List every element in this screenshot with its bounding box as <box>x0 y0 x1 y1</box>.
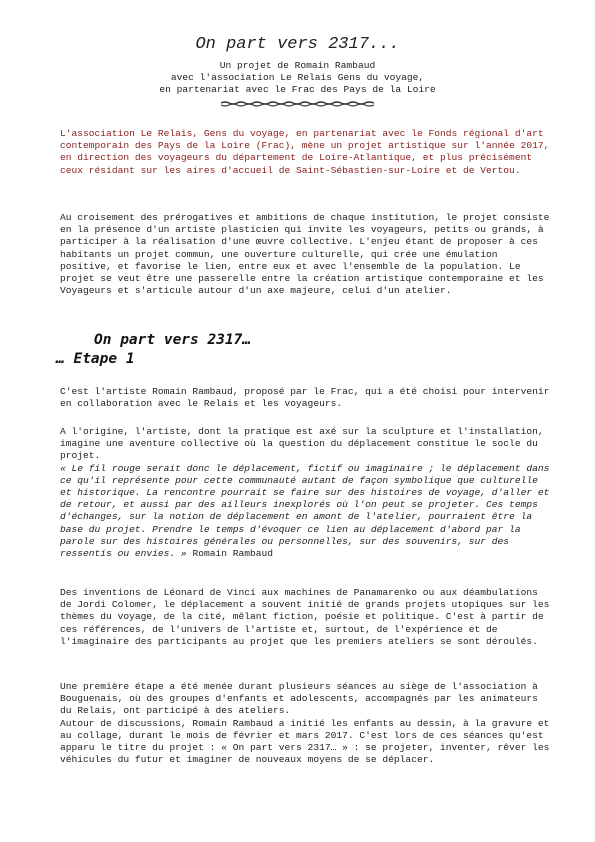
origin-paragraph <box>60 426 550 560</box>
scribble-underline-decoration <box>221 101 374 107</box>
subtitle-block <box>0 60 595 96</box>
origin-intro: A l'origine, l'artiste, dont la pratique est axé sur la sculpture et l'installation, imagine une aventure collective où la question du déplacement constitue le socle du projet. <box>60 426 544 462</box>
page-title: On part vers 2317... <box>195 35 400 54</box>
section-heading <box>56 331 251 369</box>
artist-paragraph: C'est l'artiste Romain Rambaud, proposé par le Frac, qui a été choisi pour intervenir en collaboration avec le Relais et les voyageurs. <box>60 386 550 410</box>
section-heading-line1: On part vers 2317… <box>94 332 252 348</box>
references-paragraph: Des inventions de Léonard de Vinci aux machines de Panamarenko ou aux déambulations de Jordi Colomer, le déplacement a souvent initié de grands projets utopiques sur les thèmes du voyage, de la cité, mêlant fiction, poésie et politique. C'est à partir de ces références, de l'univers de l'artiste et, surtout, de l'expérience et de l'imaginaire des participants au projet que les premiers ateliers se sont déroulés. <box>60 587 550 647</box>
quote-paragraph <box>60 463 550 561</box>
intro-paragraph: L'association Le Relais, Gens du voyage, en partenariat avec le Fonds régional d'art contemporain des Pays de la Loire (Frac), mène un projet artistique sur l'année 2017, en direction des voyageurs du département de Loire-Atlantique, et plus précisément ceux résidant sur les aires d'accueil de Saint-Sébastien-sur-Loire et de Vertou. <box>60 128 550 176</box>
first-step-paragraph <box>60 681 550 766</box>
subtitle-line: avec l'association Le Relais Gens du voyage, <box>170 72 425 83</box>
section-heading-line2: … Etape 1 <box>56 351 135 367</box>
first-step-workshops: Autour de discussions, Romain Rambaud a initié les enfants au dessin, à la gravure et au collage, durant le mois de février et mars 2017. C'est lors de ces séances qu'est apparu le titre du projet : « On part vers 2317… » : se projeter, inventer, rêver les véhicules du futur et imaginer de nouveaux moyens de se déplacer. <box>60 717 550 766</box>
artist-quote: « Le fil rouge serait donc le déplacement, fictif ou imaginaire ; le déplacement dans ce qu'il représente pour cette communauté autant de façon symbolique que culturelle et historique. La rencontre pourrait se faire sur des histoires de voyage, d'aller et de retour, et aussi par des ailleurs inexplorés où l'on peut se projeter. Ces temps d'échanges, sur la notion de déplacement en amont de l'atelier, pourraient être la base du projet. Prendre le temps d'évoquer ce lien au déplacement d'abord par la parole sur des histoires générales ou personnelles, sur des souvenirs, sur des ressentis ou envies. » <box>60 462 550 560</box>
quote-author: Romain Rambaud <box>192 548 274 560</box>
subtitle-line: Un projet de Romain Rambaud <box>219 60 376 71</box>
project-paragraph: Au croisement des prérogatives et ambitions de chaque institution, le projet consiste en la présence d'un artiste plasticien qui invite les voyageurs, petits ou grands, à participer à la réalisation d'une œuvre collective. L'enjeu étant de proposer à ces habitants un projet commun, une ouverture culturelle, qui crée une émulation positive, et favorise le lien, entre eux et avec l'ensemble de la population. Le projet se veut être une passerelle entre la création artistique contemporaine et les Voyageurs et s'articule autour d'un axe majeure, celui d'un atelier. <box>60 212 550 297</box>
subtitle-line: en partenariat avec le Frac des Pays de la Loire <box>159 84 436 95</box>
first-step-sessions: Une première étape a été menée durant plusieurs séances au siège de l'association à Bouguenais, où des groupes d'enfants et adolescents, accompagnés par les animateurs du Relais, ont participé à des ateliers. <box>60 681 538 717</box>
